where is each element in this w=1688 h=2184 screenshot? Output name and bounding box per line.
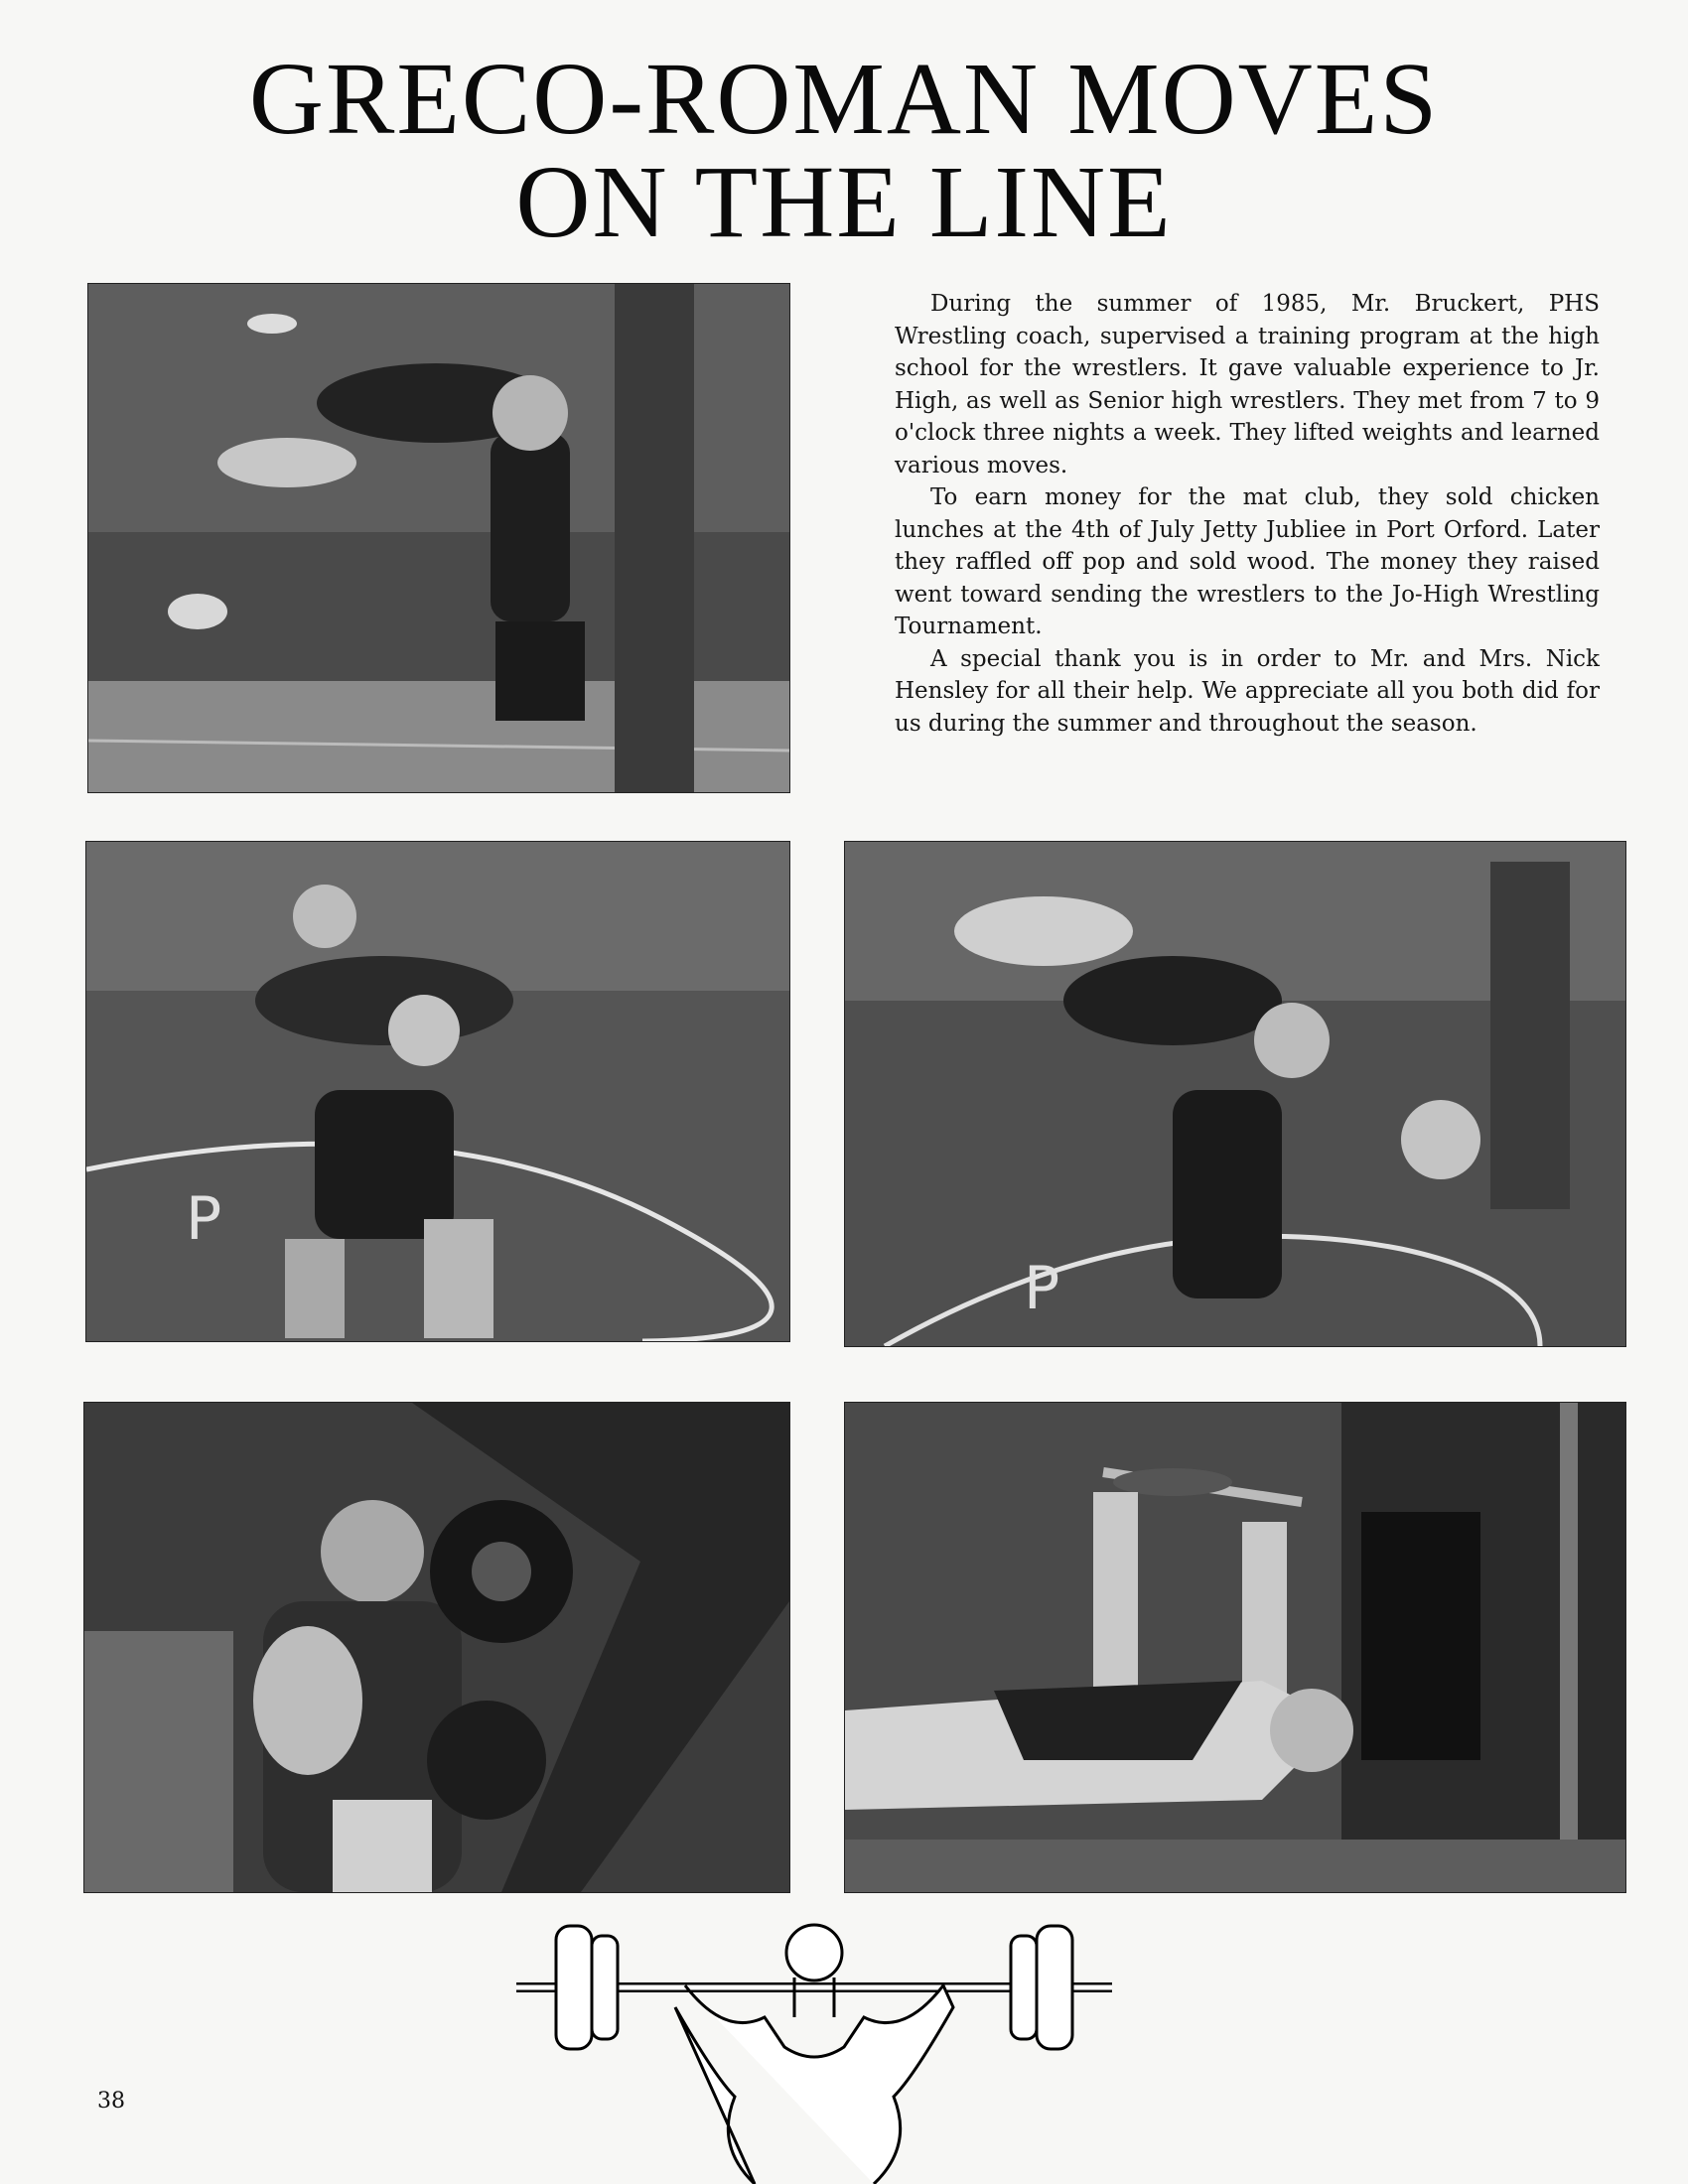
wrestler-lift-photo <box>87 283 790 793</box>
wrestler-throw-photo <box>844 841 1626 1347</box>
article-paragraph: During the summer of 1985, Mr. Bruckert, PHS Wrestling coach, supervised a training program at the high school for the wrestlers. It gave valuable experience to Jr. High, as well as Senior high wrestlers. They met from 7 to 9 o'clock three nights a week. They lifted weights and learned various moves. <box>895 291 1600 478</box>
article-paragraph: To earn money for the mat club, they sold chicken lunches at the 4th of July Jetty Jubliee in Port Orford. Later they raffled off pop and sold wood. The money they raised went toward sending the wrestlers to the Jo-High Wrestling Tournament. <box>895 484 1600 639</box>
page-number: 38 <box>97 2089 125 2114</box>
weightlifter-curl-photo <box>83 1402 790 1893</box>
page-title-line-1: GRECO-ROMAN MOVES <box>248 42 1440 156</box>
svg-text:P: P <box>186 1184 222 1254</box>
article-body <box>895 288 1600 740</box>
page-title-line-2: ON THE LINE <box>515 145 1173 259</box>
wrestler-throw-photo <box>85 841 790 1342</box>
weightlifter-line-drawing <box>496 1898 1132 2184</box>
svg-text:P: P <box>1024 1254 1060 1323</box>
bench-press-photo <box>844 1402 1626 1893</box>
article-paragraph: A special thank you is in order to Mr. and Mrs. Nick Hensley for all their help. We appreciate all you both did for us during the summer and throughout the season. <box>895 645 1600 737</box>
